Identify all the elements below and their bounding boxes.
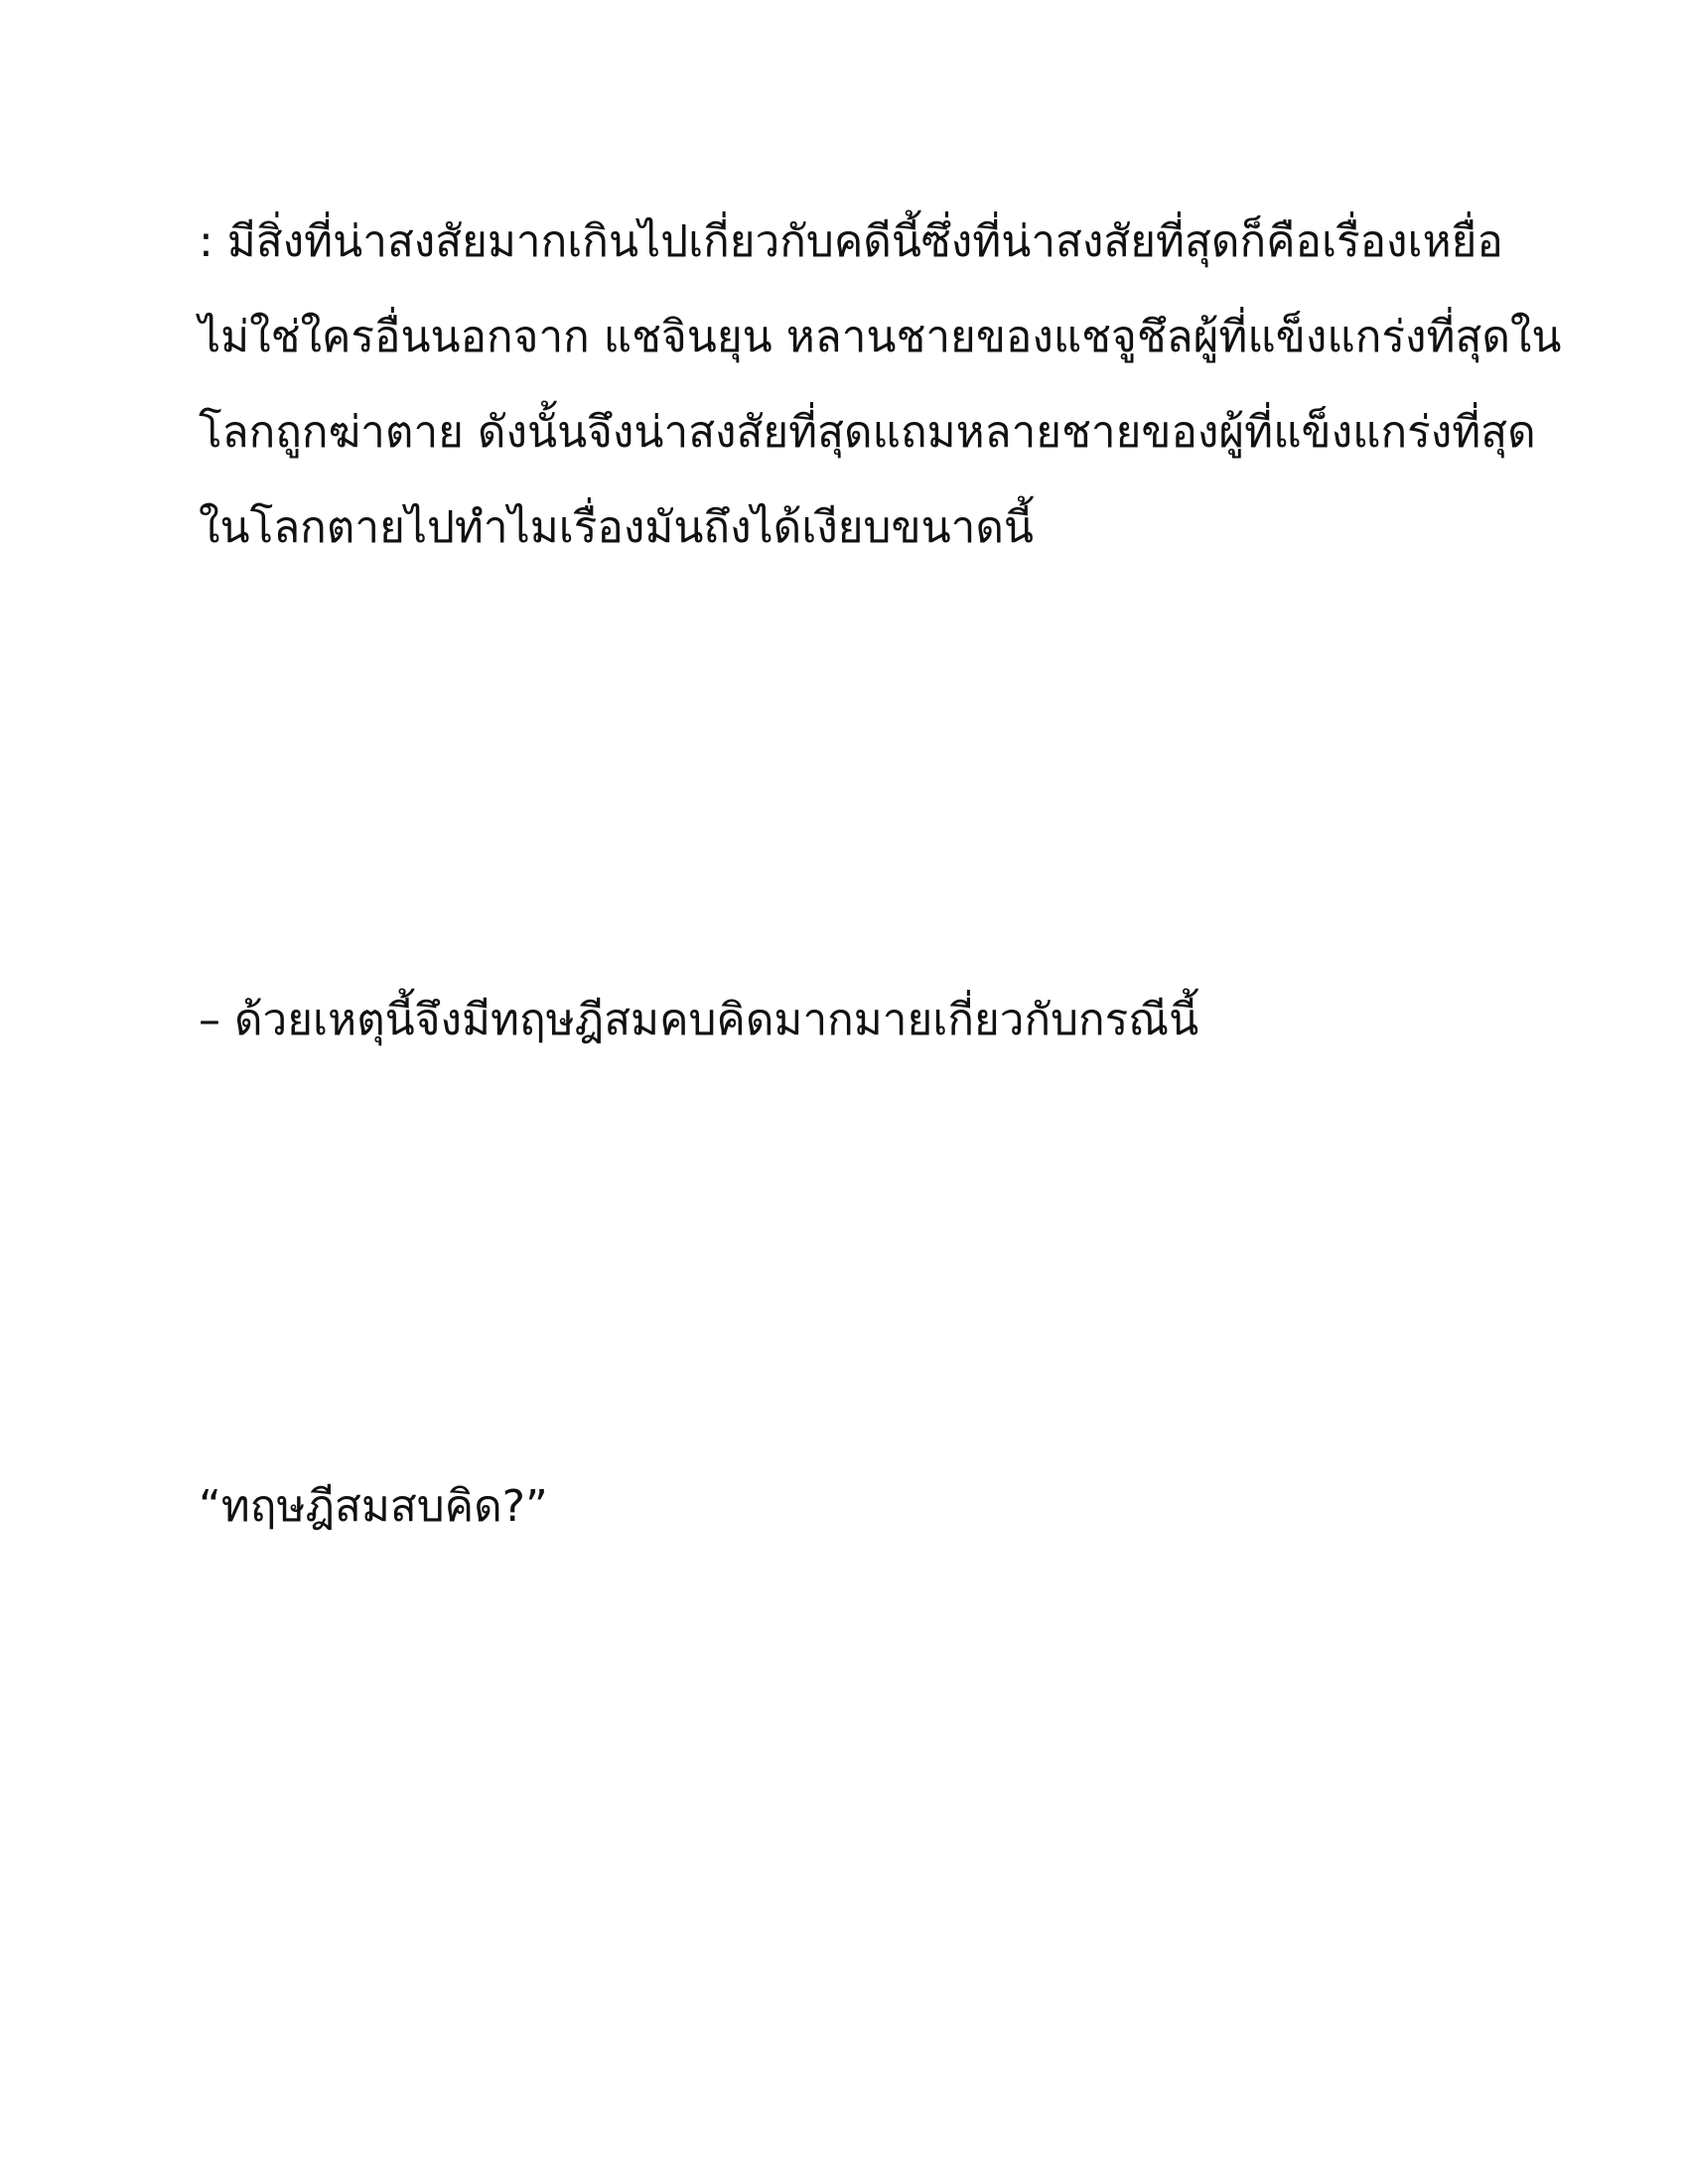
paragraph-3 bbox=[199, 1459, 1509, 1555]
paragraph-3-line-1: “ทฤษฎีสมสบคิด?” bbox=[199, 1481, 548, 1532]
paragraph-1 bbox=[199, 195, 1562, 576]
paragraph-1-line-3: โลกถูกฆ่าตาย ดังนั้นจึงน่าสงสัยที่สุดแถมหลายชายของผู้ที่แข็งแกร่งที่สุด bbox=[199, 407, 1536, 458]
paragraph-1-line-4: ในโลกตายไปทำไมเรื่องมันถึงได้เงียบขนาดนี้ bbox=[199, 502, 1035, 553]
paragraph-2-line-1: – ด้วยเหตุนี้จึงมีทฤษฎีสมคบคิดมากมายเกี่ยวกับกรณีนี้ bbox=[199, 995, 1199, 1045]
paragraph-1-line-1: : มีสิ่งที่น่าสงสัยมากเกินไปเกี่ยวกับคดีนี้ซึ่งที่น่าสงสัยที่สุดก็คือเรื่องเหยื่อ bbox=[199, 216, 1503, 267]
paragraph-1-line-2: ไม่ใช่ใครอื่นนอกจาก แชจินยุน หลานชายของแชจูชึลผู้ที่แข็งแกร่งที่สุดใน bbox=[199, 312, 1562, 362]
paragraph-2 bbox=[199, 973, 1509, 1068]
